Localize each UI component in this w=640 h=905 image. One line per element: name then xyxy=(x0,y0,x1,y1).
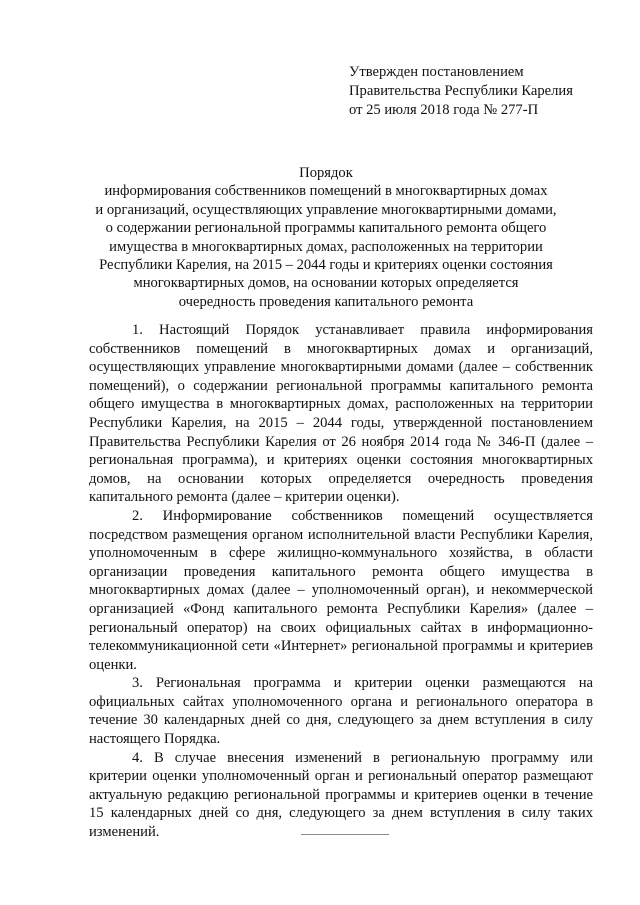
paragraph-4: 4. В случае внесения изменений в региональную программу или критерии оценки уполномоченный орган и региональный оператор размещают актуальную редакцию региональной программы и критериев оценки в течение 15 календарных дней со дня, следующего за днем вступления в силу таких изменений. xyxy=(89,749,593,841)
title-line: о содержании региональной программы капитального ремонта общего xyxy=(105,220,547,237)
title-line: Республики Карелия, на 2015 – 2044 годы и критериях оценки состояния xyxy=(99,257,553,274)
title-line: и организаций, осуществляющих управление многоквартирными домами, xyxy=(95,201,557,218)
title-line: имущества в многоквартирных домах, расположенных на территории xyxy=(109,238,543,255)
paragraph-2: 2. Информирование собственников помещений осуществляется посредством размещения органом исполнительной власти Республики Карелия, уполномоченным в сфере жилищно-коммунального хозяйства, в области организации проведения капитального ремонта общего имущества в многоквартирных домах (далее – уполномоченный орган), и некоммерческой организацией «Фонд капитального ремонта Республики Карелия» (далее – региональный оператор) на своих официальных сайтах в информационно-телекоммуникационной сети «Интернет» региональной программы и критериев оценки. xyxy=(89,507,593,673)
paragraph-3: 3. Региональная программа и критерии оценки размещаются на официальных сайтах уполномоченного органа и регионального оператора в течение 30 календарных дней со дня, следующего за днем вступления в силу настоящего Порядка. xyxy=(89,675,593,748)
document-title xyxy=(60,164,592,311)
title-line: очередность проведения капитального ремонта xyxy=(178,293,474,310)
approval-line: Правительства Республики Карелия xyxy=(349,83,573,99)
approval-line: от 25 июля 2018 года № 277-П xyxy=(349,102,539,118)
title-line: информирования собственников помещений в многоквартирных домах xyxy=(104,183,548,200)
document-body xyxy=(89,321,593,842)
end-divider xyxy=(301,834,389,835)
approval-stamp xyxy=(349,63,609,120)
title-heading: Порядок xyxy=(299,165,353,181)
paragraph-1: 1. Настоящий Порядок устанавливает правила информирования собственников помещений в многоквартирных домах и организаций, осуществляющих управление многоквартирными домами (далее – собственник помещений), о содержании региональной программы капитального ремонта общего имущества в многоквартирных домах, расположенных на территории Республики Карелия, на 2015 – 2044 годы, утвержденной постановлением Правительства Республики Карелия от 26 ноября 2014 года № 346-П (далее – региональная программа), и критериях оценки состояния многоквартирных домов, на основании которых определяется очередность проведения капитального ремонта (далее – критерии оценки). xyxy=(89,322,593,506)
approval-line: Утвержден постановлением xyxy=(349,64,524,80)
title-line: многоквартирных домов, на основании которых определяется xyxy=(133,275,519,292)
